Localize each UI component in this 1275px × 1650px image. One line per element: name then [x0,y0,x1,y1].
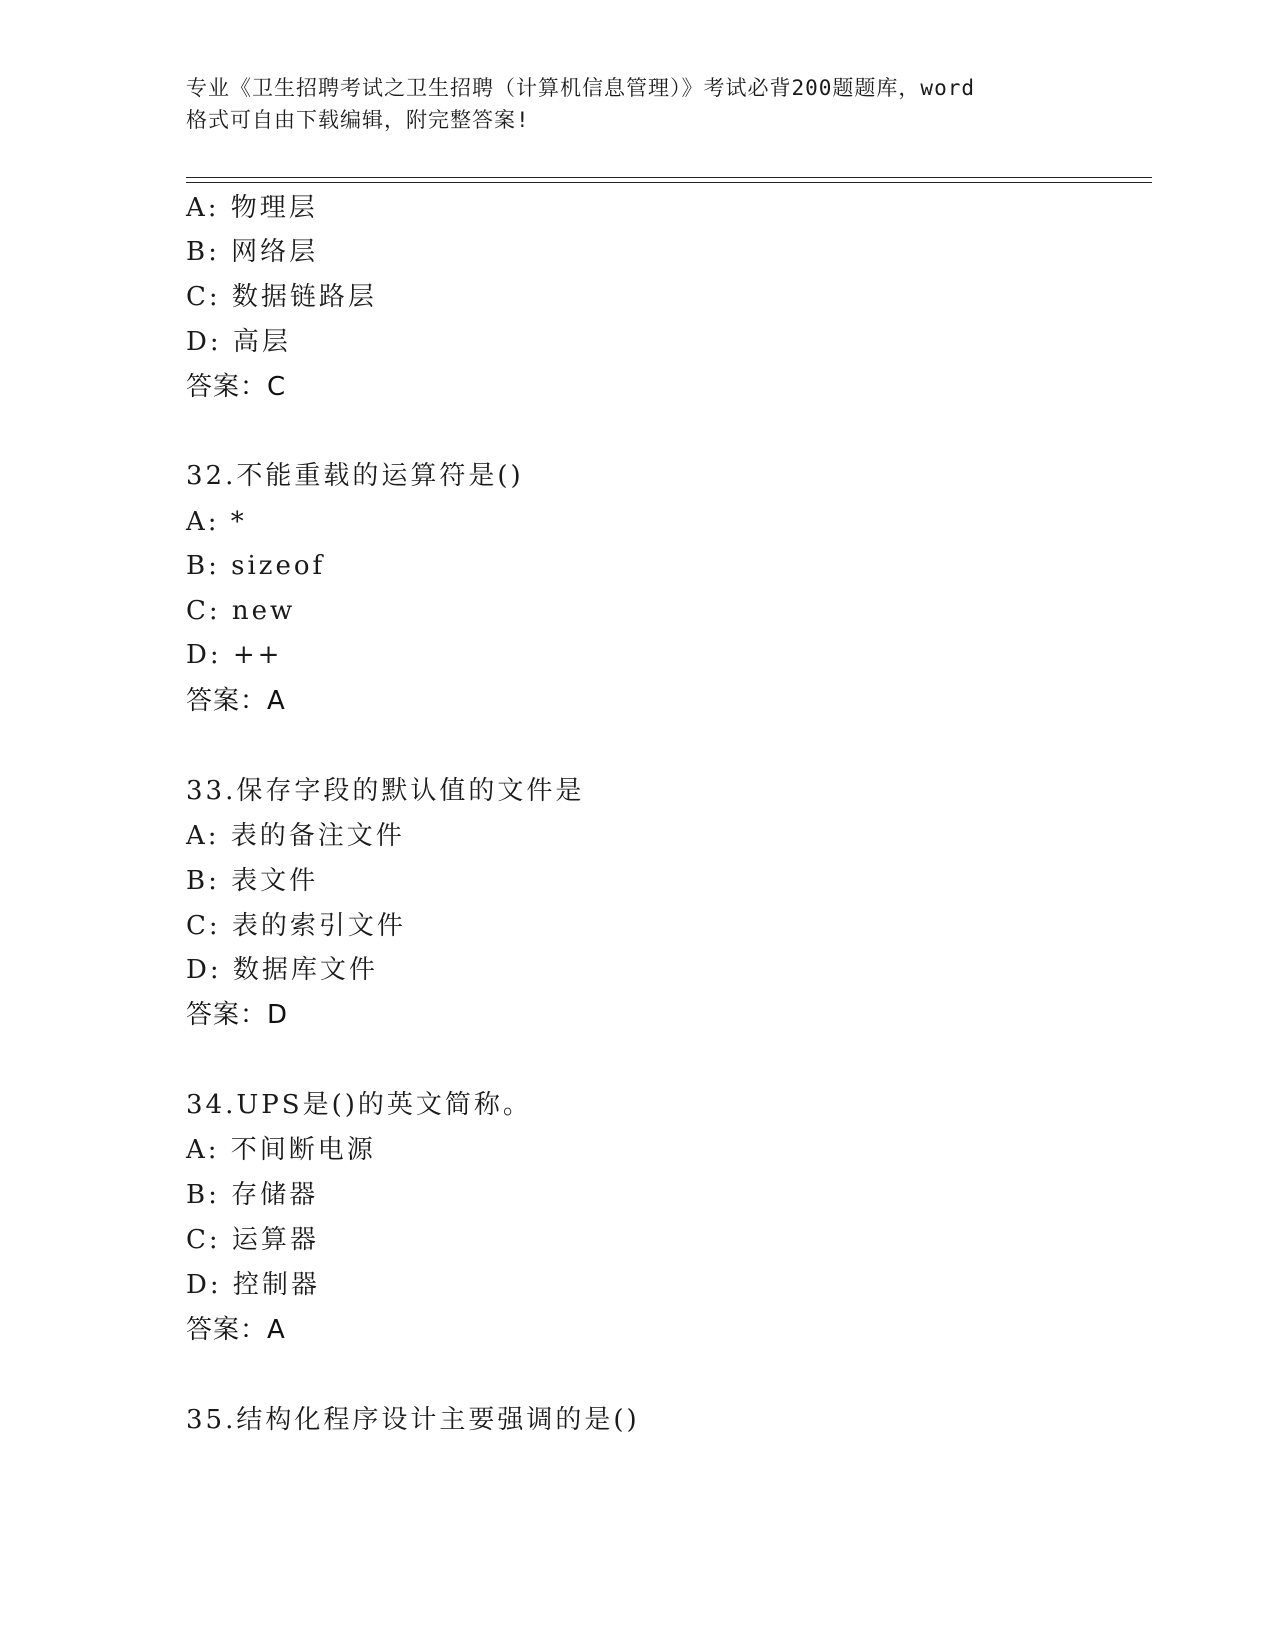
header-line-1: 专业《卫生招聘考试之卫生招聘（计算机信息管理）》考试必背200题题库，word [186,76,975,100]
q33-option-c: C: 表的索引文件 [186,911,406,941]
q34-question: 34.UPS是()的英文简称。 [186,1090,532,1120]
q32-option-b: B: sizeof [186,551,326,581]
q34-option-d: D: 控制器 [186,1270,320,1300]
q35-question: 35.结构化程序设计主要强调的是() [186,1405,640,1435]
header-divider-bottom [186,182,1152,183]
header-divider-top [186,177,1152,178]
q34-option-c: C: 运算器 [186,1225,319,1255]
document-header [186,72,1086,136]
q31-option-c: C: 数据链路层 [186,282,377,312]
q32-answer: 答案：A [186,686,286,716]
q32-option-d: D: ++ [186,640,283,670]
q32-option-a: A: * [186,507,247,537]
q31-answer: 答案：C [186,372,287,402]
q32-question: 32.不能重载的运算符是() [186,461,524,491]
q34-option-b: B: 存储器 [186,1180,319,1210]
q31-option-b: B: 网络层 [186,237,319,267]
q31-option-a: A: 物理层 [186,193,318,223]
q33-option-b: B: 表文件 [186,866,319,896]
q33-question: 33.保存字段的默认值的文件是 [186,776,585,806]
q33-option-d: D: 数据库文件 [186,955,378,985]
q33-option-a: A: 表的备注文件 [186,821,405,851]
q34-answer: 答案：A [186,1315,286,1345]
q33-answer: 答案：D [186,1000,289,1030]
q34-option-a: A: 不间断电源 [186,1135,376,1165]
header-line-2: 格式可自由下载编辑，附完整答案! [186,108,530,132]
q32-option-c: C: new [186,596,296,626]
q31-option-d: D: 高层 [186,327,291,357]
